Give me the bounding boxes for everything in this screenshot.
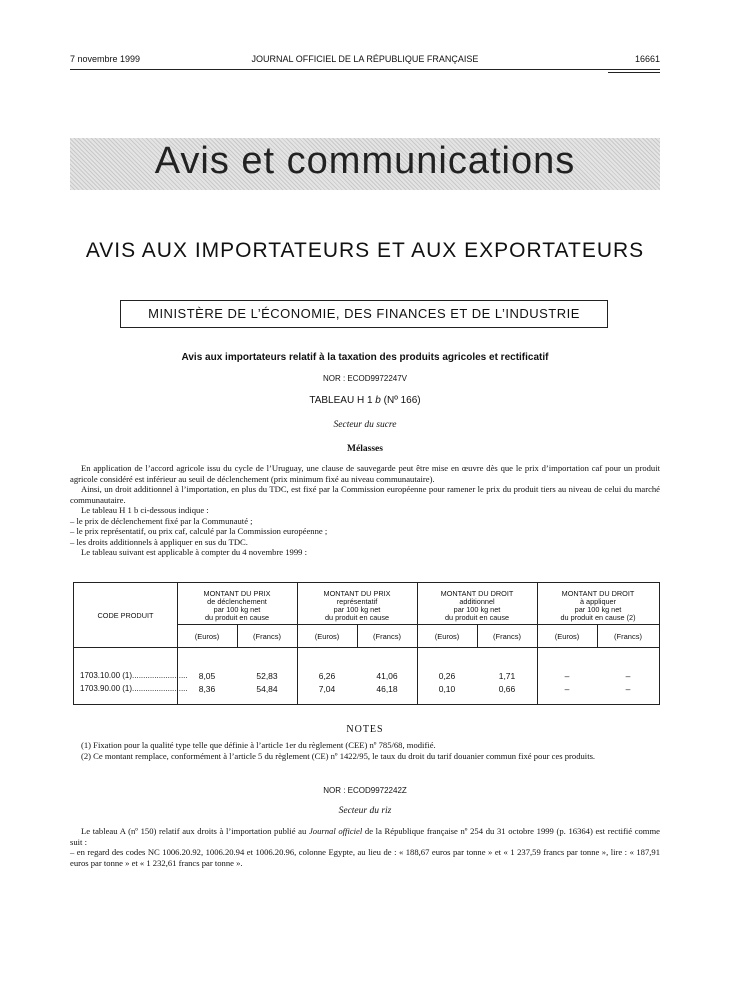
table-cell: 6,26 [318, 671, 336, 681]
header-date: 7 novembre 1999 [70, 54, 141, 64]
nor-reference: NOR : ECOD9972247V [322, 374, 408, 383]
running-header [70, 54, 660, 68]
paragraph: Le tableau H 1 b ci-dessous indique : [81, 505, 209, 515]
table-cell: 52,83 [256, 671, 278, 681]
notice-title: Avis aux importateurs relatif à la taxation des produits agricoles et rectificatif [181, 352, 549, 363]
header-page-number: 16661 [634, 54, 660, 64]
table-cell: 41,06 [376, 671, 398, 681]
table-cell: 46,18 [376, 684, 398, 694]
table-cell: 0,26 [438, 671, 456, 681]
product-heading: Mélasses [347, 444, 383, 454]
sector-heading: Secteur du sucre [333, 420, 397, 430]
table-cell: – [564, 671, 570, 681]
list-item: – le prix représentatif, ou prix caf, calculé par la Commission européenne ; [70, 526, 328, 536]
tableau-heading [70, 395, 660, 406]
unit-label: (Euros) [194, 632, 220, 641]
list-item: – en regard des codes NC 1006.20.92, 1006.20.94 et 1006.20.96, colonne Egypte, au lieu de : « 188,67 euros par tonne » et « 1 237,59 francs par tonne », lire : « 187,91 euros par tonne » et « 1 232,61 francs par tonne ». [70, 847, 660, 868]
unit-label: (Francs) [614, 632, 642, 641]
paragraph: En application de l’accord agricole issu du cycle de l’Uruguay, une clause de sauvegarde peut être mise en œuvre dès que le prix d’importation caf pour un produit agricole considéré est inférieur au seuil de déclenchement (prix minimum fixé au niveau communautaire). [70, 463, 660, 484]
group-header: MONTANT DU PRIX représentatif par 100 kg net du produit en cause [323, 589, 391, 622]
table-cell: – [625, 671, 631, 681]
sector-heading-2: Secteur du riz [338, 806, 392, 816]
code-header: CODE PRODUIT [97, 611, 154, 620]
table-cell: – [564, 684, 570, 694]
section-banner [70, 138, 660, 190]
paragraph: Le tableau A (nº 150) relatif aux droits à l’importation publié au Journal officiel de la République française nº 254 du 31 octobre 1999 (p. 16364) est rectifié comme suit : [70, 826, 660, 847]
table-cell: 8,05 [198, 671, 216, 681]
header-journal: JOURNAL OFFICIEL DE LA RÉPUBLIQUE FRANÇAISE [251, 54, 479, 64]
paragraph: Le tableau suivant est applicable à compter du 4 novembre 1999 : [81, 547, 307, 557]
table-cell: – [625, 684, 631, 694]
product-code: 1703.10.00 (1)......................... [80, 671, 188, 680]
table-cell: 54,84 [256, 684, 278, 694]
note-item: (1) Fixation pour la qualité type telle que définie à l’article 1er du règlement (CEE) nº 785/68, modifié. [81, 740, 436, 750]
nor-reference-2: NOR : ECOD9972242Z [323, 786, 407, 795]
section-title: AVIS AUX IMPORTATEURS ET AUX EXPORTATEURS [85, 239, 645, 262]
notes-heading: NOTES [346, 724, 384, 735]
note-item: (2) Ce montant remplace, conformément à l’article 5 du règlement (CE) nº 1422/95, le taux du droit du tarif douanier commun fixé pour ces produits. [81, 750, 596, 761]
list-item: – le prix de déclenchement fixé par la Communauté ; [70, 515, 253, 526]
banner-title: Avis et communications [154, 140, 576, 182]
unit-label: (Euros) [554, 632, 580, 641]
header-page-rule [608, 72, 660, 73]
product-code: 1703.90.00 (1)......................... [80, 684, 188, 693]
tableau-prefix: TABLEAU H 1 [309, 395, 376, 406]
tableau-number: (Nº 166) [380, 395, 421, 406]
unit-label: (Francs) [493, 632, 521, 641]
group-header: MONTANT DU PRIX de déclenchement par 100 kg net du produit en cause [203, 589, 271, 622]
unit-label: (Euros) [314, 632, 340, 641]
header-rule [70, 69, 660, 70]
table-cell: 8,36 [198, 684, 216, 694]
unit-label: (Euros) [434, 632, 460, 641]
group-header: MONTANT DU DROIT à appliquer par 100 kg net du produit en cause (2) [560, 589, 636, 622]
rectificatif-body [70, 826, 660, 868]
ministry-box [120, 300, 608, 328]
group-header: MONTANT DU DROIT additionnel par 100 kg net du produit en cause [440, 589, 514, 622]
table-cell: 7,04 [318, 684, 336, 694]
unit-label: (Francs) [373, 632, 401, 641]
ministry-name: MINISTÈRE DE L’ÉCONOMIE, DES FINANCES ET DE L’INDUSTRIE [148, 306, 580, 321]
list-item: – les droits additionnels à appliquer en sus du TDC. [70, 536, 248, 547]
tableau-letter: b [375, 395, 381, 406]
unit-label: (Francs) [253, 632, 281, 641]
paragraph: Ainsi, un droit additionnel à l’importation, en plus du TDC, est fixé par la Commission européenne pour ramener le prix du produit tiers au niveau de celui du marché communautaire. [70, 484, 660, 505]
table-cell: 1,71 [498, 671, 516, 681]
notes-body [70, 740, 660, 761]
price-table [73, 582, 660, 705]
table-cell: 0,66 [498, 684, 516, 694]
notice-body [70, 463, 660, 558]
table-cell: 0,10 [438, 684, 456, 694]
